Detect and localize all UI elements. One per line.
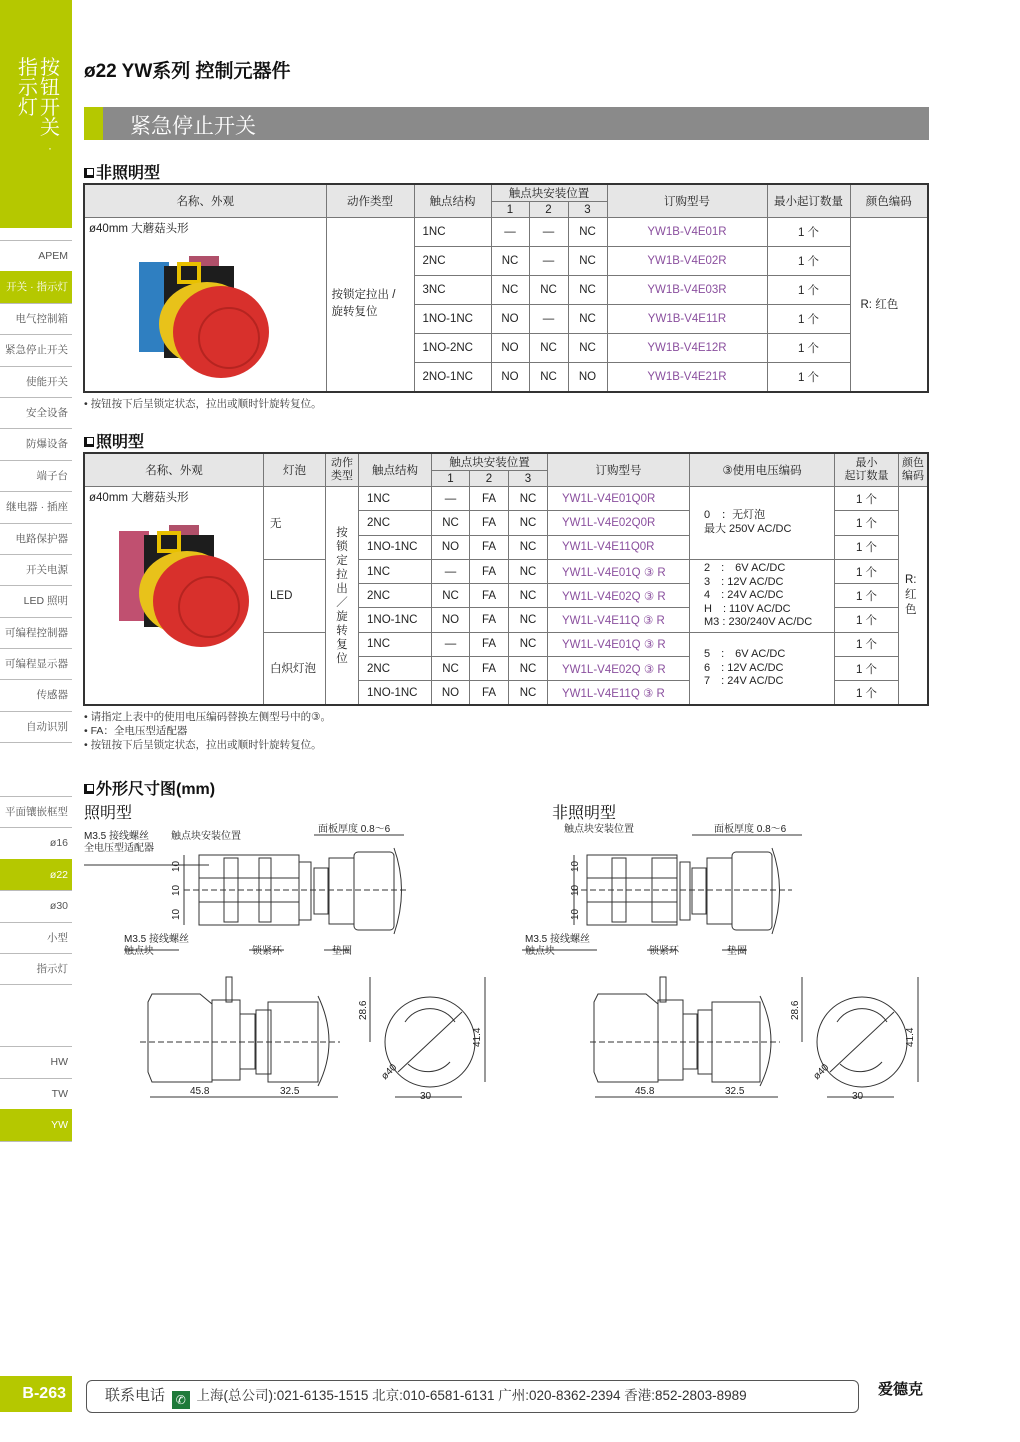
pos1-cell: NC	[491, 276, 529, 305]
contact-structure: 2NO-1NC	[414, 363, 491, 392]
pos2-cell: NC	[529, 334, 568, 363]
action-type: 按 锁 定 拉 出 ／ 旋 转 复 位	[326, 487, 359, 706]
section-heading-nonlit: 非照明型	[84, 160, 160, 183]
voltage-line: 6 : 12V AC/DC	[704, 661, 784, 674]
pos1-cell: NO	[491, 305, 529, 334]
svg-text:28.6: 28.6	[790, 1000, 801, 1020]
sidebar-item[interactable]: 可编程控制器	[0, 617, 72, 648]
side-category-tab	[0, 0, 72, 228]
section-heading-lit: 照明型	[84, 429, 144, 452]
checkbox-bullet-icon	[84, 168, 94, 178]
contact-structure: 3NC	[414, 276, 491, 305]
voltage-line: 7 : 24V AC/DC	[704, 675, 784, 688]
svg-text:32.5: 32.5	[280, 1086, 300, 1097]
pos2-cell: —	[529, 218, 568, 247]
lit-table	[83, 452, 929, 706]
sidebar-item[interactable]: 可编程显示器	[0, 648, 72, 679]
lit-front-drawing	[140, 972, 500, 1107]
banner-title: 紧急停止开关	[130, 115, 256, 138]
svg-text:ø40: ø40	[811, 1062, 832, 1083]
moq-cell: 1 个	[767, 334, 850, 363]
svg-text:面板厚度 0.8～6: 面板厚度 0.8～6	[318, 824, 391, 835]
contact-structure: 2NC	[359, 657, 432, 681]
side-tab-label-col2: 指 示 灯	[18, 57, 38, 119]
col-header-part: 订购型号	[548, 453, 690, 487]
category-nav	[0, 240, 72, 743]
part-number[interactable]: YW1B-V4E11R	[607, 305, 767, 334]
svg-text:30: 30	[420, 1091, 432, 1102]
section-heading-dimensions: 外形尺寸图(mm)	[84, 776, 215, 799]
pos2-cell: FA	[470, 559, 509, 583]
col-header-pos3: 3	[568, 202, 607, 218]
col-header-moq: 最小起订数量	[767, 184, 850, 218]
pos3-cell: NC	[509, 632, 548, 656]
series-item[interactable]: ø30	[0, 890, 72, 921]
pos2-cell: FA	[470, 608, 509, 632]
col-header-part: 订购型号	[607, 184, 767, 218]
moq-cell: 1 个	[835, 657, 899, 681]
series-item[interactable]: ø22	[0, 859, 72, 890]
contact-structure: 1NO-1NC	[414, 305, 491, 334]
svg-text:10: 10	[171, 908, 182, 920]
product-photo	[109, 513, 259, 653]
svg-text:45.8: 45.8	[635, 1086, 655, 1097]
moq-cell: 1 个	[767, 218, 850, 247]
contact-structure: 1NO-1NC	[359, 608, 432, 632]
checkbox-bullet-icon	[84, 784, 94, 794]
col-header-contact: 触点结构	[359, 453, 432, 487]
moq-cell: 1 个	[767, 247, 850, 276]
svg-text:41.4: 41.4	[905, 1027, 916, 1047]
col-header-color: 颜色编码	[850, 184, 928, 218]
pos1-cell: NO	[491, 334, 529, 363]
table-row	[84, 487, 928, 511]
sidebar-item[interactable]: 继电器 · 插座	[0, 491, 72, 522]
contact-label: 联系电话	[105, 1387, 166, 1404]
moq-cell: 1 个	[835, 584, 899, 608]
voltage-line: 3 : 12V AC/DC	[704, 575, 784, 588]
sidebar-item[interactable]: 开关 · 指示灯	[0, 271, 72, 302]
pos3-cell: NC	[568, 247, 607, 276]
contact-structure: 1NC	[414, 218, 491, 247]
sidebar-item[interactable]: 开关电源	[0, 554, 72, 585]
pos3-cell: NC	[568, 334, 607, 363]
note-item: • FA：全电压型适配器	[84, 725, 188, 737]
pos2-cell: NC	[529, 363, 568, 392]
lamp-type: 无	[264, 487, 326, 560]
note-item: • 按钮按下后呈锁定状态，拉出或顺时针旋转复位。	[84, 739, 322, 751]
lit-notes	[84, 710, 331, 752]
nonlit-notes	[84, 397, 322, 411]
voltage-code	[690, 559, 835, 632]
sidebar-item[interactable]: 防爆设备	[0, 428, 72, 459]
sidebar-item[interactable]: APEM	[0, 240, 72, 271]
series-item[interactable]: 指示灯	[0, 953, 72, 984]
part-number[interactable]: YW1L-V4E02Q ③ R	[548, 657, 690, 681]
col-header-position: 触点块安装位置	[432, 453, 548, 471]
contact-box	[86, 1380, 859, 1413]
svg-text:10: 10	[570, 860, 581, 872]
col-header-name: 名称、外观	[84, 184, 326, 218]
col-header-position: 触点块安装位置	[491, 184, 607, 202]
sidebar-item[interactable]: 传感器	[0, 679, 72, 710]
series-nav	[0, 796, 72, 1142]
voltage-line: 5 : 6V AC/DC	[704, 648, 786, 661]
svg-text:30: 30	[852, 1091, 864, 1102]
contact-structure: 2NC	[359, 511, 432, 535]
svg-text:触点块: 触点块	[525, 946, 555, 957]
pos2-cell: FA	[470, 584, 509, 608]
pos1-cell: —	[432, 487, 470, 511]
part-number[interactable]: YW1L-V4E01Q ③ R	[548, 632, 690, 656]
pos1-cell: —	[432, 632, 470, 656]
svg-text:M3.5 接线螺丝: M3.5 接线螺丝	[525, 934, 591, 945]
col-header-pos3: 3	[509, 471, 548, 487]
sidebar-item[interactable]: 电气控制箱	[0, 303, 72, 334]
pos3-cell: NC	[568, 305, 607, 334]
part-number[interactable]: YW1B-V4E01R	[607, 218, 767, 247]
contact-structure: 1NC	[359, 559, 432, 583]
svg-text:M3.5 接线螺丝: M3.5 接线螺丝	[124, 934, 190, 945]
action-type: 按锁定拉出 / 旋转复位	[326, 218, 414, 392]
col-header-action: 动作类型	[326, 184, 414, 218]
part-number[interactable]: YW1B-V4E03R	[607, 276, 767, 305]
moq-cell: 1 个	[835, 608, 899, 632]
nav-divider	[0, 1141, 72, 1142]
moq-cell: 1 个	[767, 363, 850, 392]
voltage-line: 最大 250V AC/DC	[704, 522, 792, 535]
part-number[interactable]: YW1L-V4E11Q ③ R	[548, 608, 690, 632]
contact-structure: 2NC	[414, 247, 491, 276]
pos1-cell: NO	[432, 535, 470, 559]
voltage-code	[690, 632, 835, 705]
pos3-cell: NC	[509, 535, 548, 559]
col-header-moq: 最小 起订数量	[835, 453, 899, 487]
svg-text:垫圈: 垫圈	[332, 946, 352, 957]
svg-text:触点块: 触点块	[124, 946, 154, 957]
pos3-cell: NC	[568, 276, 607, 305]
part-number[interactable]: YW1L-V4E01Q ③ R	[548, 559, 690, 583]
col-header-lamp: 灯泡	[264, 453, 326, 487]
pos3-cell: NO	[568, 363, 607, 392]
pos3-cell: NC	[568, 218, 607, 247]
series-item	[0, 984, 72, 1046]
svg-text:触点块安装位置: 触点块安装位置	[171, 831, 241, 842]
pos1-cell: —	[491, 218, 529, 247]
sidebar-item[interactable]: 安全设备	[0, 397, 72, 428]
phone-icon: ✆	[172, 1391, 190, 1409]
part-number[interactable]: YW1L-V4E02Q ③ R	[548, 584, 690, 608]
part-number[interactable]: YW1B-V4E02R	[607, 247, 767, 276]
lamp-type: 白炽灯泡	[264, 632, 326, 705]
pos1-cell: —	[432, 559, 470, 583]
contact-structure: 1NC	[359, 632, 432, 656]
series-item[interactable]: YW	[0, 1109, 72, 1140]
col-header-name: 名称、外观	[84, 453, 264, 487]
product-name: ø40mm 大蘑菇头形	[89, 223, 189, 235]
col-header-pos1: 1	[491, 202, 529, 218]
moq-cell: 1 个	[767, 276, 850, 305]
voltage-line: 0 ：无灯泡	[704, 509, 766, 522]
pos1-cell: NO	[432, 681, 470, 705]
pos1-cell: NO	[432, 608, 470, 632]
brand-logo: 爱德克	[878, 1381, 924, 1398]
moq-cell: 1 个	[767, 305, 850, 334]
product-name: ø40mm 大蘑菇头形	[89, 492, 189, 504]
nonlit-side-drawing	[522, 820, 822, 960]
part-number[interactable]: YW1B-V4E21R	[607, 363, 767, 392]
side-tab-label-col1: 按 钮 开 关 ·	[40, 57, 60, 155]
moq-cell: 1 个	[835, 511, 899, 535]
pos3-cell: NC	[509, 584, 548, 608]
moq-cell: 1 个	[835, 559, 899, 583]
series-item[interactable]: HW	[0, 1046, 72, 1077]
svg-text:锁紧环: 锁紧环	[252, 946, 282, 957]
col-header-color: 颜色 编码	[899, 453, 929, 487]
voltage-line: H : 110V AC/DC	[704, 602, 791, 615]
sidebar-item[interactable]: 紧急停止开关	[0, 334, 72, 365]
col-header-contact: 触点结构	[414, 184, 491, 218]
series-item[interactable]: 平面镶嵌框型	[0, 796, 72, 827]
svg-text:10: 10	[570, 884, 581, 896]
color-code: R: 红色	[899, 487, 929, 706]
banner-accent	[84, 107, 103, 140]
pos1-cell: NC	[432, 511, 470, 535]
part-number[interactable]: YW1L-V4E11Q ③ R	[548, 681, 690, 705]
pos2-cell: —	[529, 247, 568, 276]
product-cell	[84, 487, 264, 706]
part-number[interactable]: YW1L-V4E01Q0R	[548, 487, 690, 511]
contact-structure: 1NC	[359, 487, 432, 511]
svg-text:10: 10	[171, 884, 182, 896]
product-cell	[84, 218, 326, 392]
svg-text:锁紧环: 锁紧环	[649, 946, 679, 957]
nav-divider	[0, 742, 72, 743]
moq-cell: 1 个	[835, 632, 899, 656]
svg-text:32.5: 32.5	[725, 1086, 745, 1097]
note-item: • 按钮按下后呈锁定状态，拉出或顺时针旋转复位。	[84, 398, 322, 410]
col-header-voltage: ③使用电压编码	[690, 453, 835, 487]
part-number[interactable]: YW1L-V4E11Q0R	[548, 535, 690, 559]
contact-numbers: 上海(总公司):021-6135-1515 北京:010-6581-6131 广州:020-8362-2394 香港:852-2803-8989	[196, 1388, 747, 1403]
sidebar-item[interactable]: 端子台	[0, 460, 72, 491]
nonlit-table	[83, 183, 929, 393]
voltage-code	[690, 487, 835, 560]
lit-side-drawing	[84, 820, 414, 960]
pos3-cell: NC	[509, 657, 548, 681]
contact-structure: 1NO-1NC	[359, 535, 432, 559]
voltage-line: 4 : 24V AC/DC	[704, 589, 784, 602]
pos3-cell: NC	[509, 608, 548, 632]
pos2-cell: FA	[470, 535, 509, 559]
svg-text:触点块安装位置: 触点块安装位置	[564, 824, 634, 835]
pos1-cell: NC	[491, 247, 529, 276]
col-header-action: 动作 类型	[326, 453, 359, 487]
svg-text:垫圈: 垫圈	[727, 946, 747, 957]
series-item[interactable]: 小型	[0, 922, 72, 953]
col-header-pos2: 2	[470, 471, 509, 487]
dim-lit-title: 照明型	[84, 805, 133, 822]
pos2-cell: FA	[470, 487, 509, 511]
pos2-cell: —	[529, 305, 568, 334]
svg-text:面板厚度 0.8～6: 面板厚度 0.8～6	[714, 824, 787, 835]
series-item[interactable]: TW	[0, 1078, 72, 1109]
contact-structure: 1NO-2NC	[414, 334, 491, 363]
voltage-line: 2 : 6V AC/DC	[704, 562, 786, 575]
svg-text:10: 10	[171, 860, 182, 872]
table-row	[84, 218, 928, 247]
part-number[interactable]: YW1B-V4E12R	[607, 334, 767, 363]
pos1-cell: NO	[491, 363, 529, 392]
col-header-pos1: 1	[432, 471, 470, 487]
note-item: • 请指定上表中的使用电压编码替换左侧型号中的③。	[84, 711, 332, 723]
contact-structure: 1NO-1NC	[359, 681, 432, 705]
sidebar-item[interactable]: 使能开关	[0, 366, 72, 397]
svg-text:ø40: ø40	[379, 1062, 400, 1083]
col-header-pos2: 2	[529, 202, 568, 218]
checkbox-bullet-icon	[84, 437, 94, 447]
pos1-cell: NC	[432, 657, 470, 681]
nonlit-front-drawing	[590, 972, 940, 1107]
pos2-cell: NC	[529, 276, 568, 305]
pos2-cell: FA	[470, 632, 509, 656]
lamp-type: LED	[264, 559, 326, 632]
contact-structure: 2NC	[359, 584, 432, 608]
moq-cell: 1 个	[835, 535, 899, 559]
svg-text:全电压型适配器: 全电压型适配器	[84, 843, 154, 854]
sidebar-item[interactable]: LED 照明	[0, 585, 72, 616]
product-photo	[129, 244, 279, 384]
page-number: B-263	[0, 1376, 72, 1412]
pos3-cell: NC	[509, 487, 548, 511]
moq-cell: 1 个	[835, 487, 899, 511]
pos3-cell: NC	[509, 559, 548, 583]
svg-text:41.4: 41.4	[472, 1027, 483, 1047]
pos2-cell: FA	[470, 511, 509, 535]
pos2-cell: FA	[470, 657, 509, 681]
sidebar-item[interactable]: 电路保护器	[0, 523, 72, 554]
svg-text:10: 10	[570, 908, 581, 920]
moq-cell: 1 个	[835, 681, 899, 705]
svg-text:M3.5 接线螺丝: M3.5 接线螺丝	[84, 831, 150, 842]
svg-text:45.8: 45.8	[190, 1086, 210, 1097]
sidebar-item[interactable]: 自动识别	[0, 711, 72, 742]
section-banner	[84, 107, 929, 140]
dim-nonlit-title: 非照明型	[552, 805, 617, 822]
svg-text:28.6: 28.6	[358, 1000, 369, 1020]
pos3-cell: NC	[509, 681, 548, 705]
pos3-cell: NC	[509, 511, 548, 535]
part-number[interactable]: YW1L-V4E02Q0R	[548, 511, 690, 535]
pos1-cell: NC	[432, 584, 470, 608]
voltage-line: M3 : 230/240V AC/DC	[704, 616, 813, 629]
color-code: R: 红色	[850, 218, 928, 392]
pos2-cell: FA	[470, 681, 509, 705]
page-title: ø22 YW系列 控制元器件	[84, 61, 291, 82]
series-item[interactable]: ø16	[0, 827, 72, 858]
